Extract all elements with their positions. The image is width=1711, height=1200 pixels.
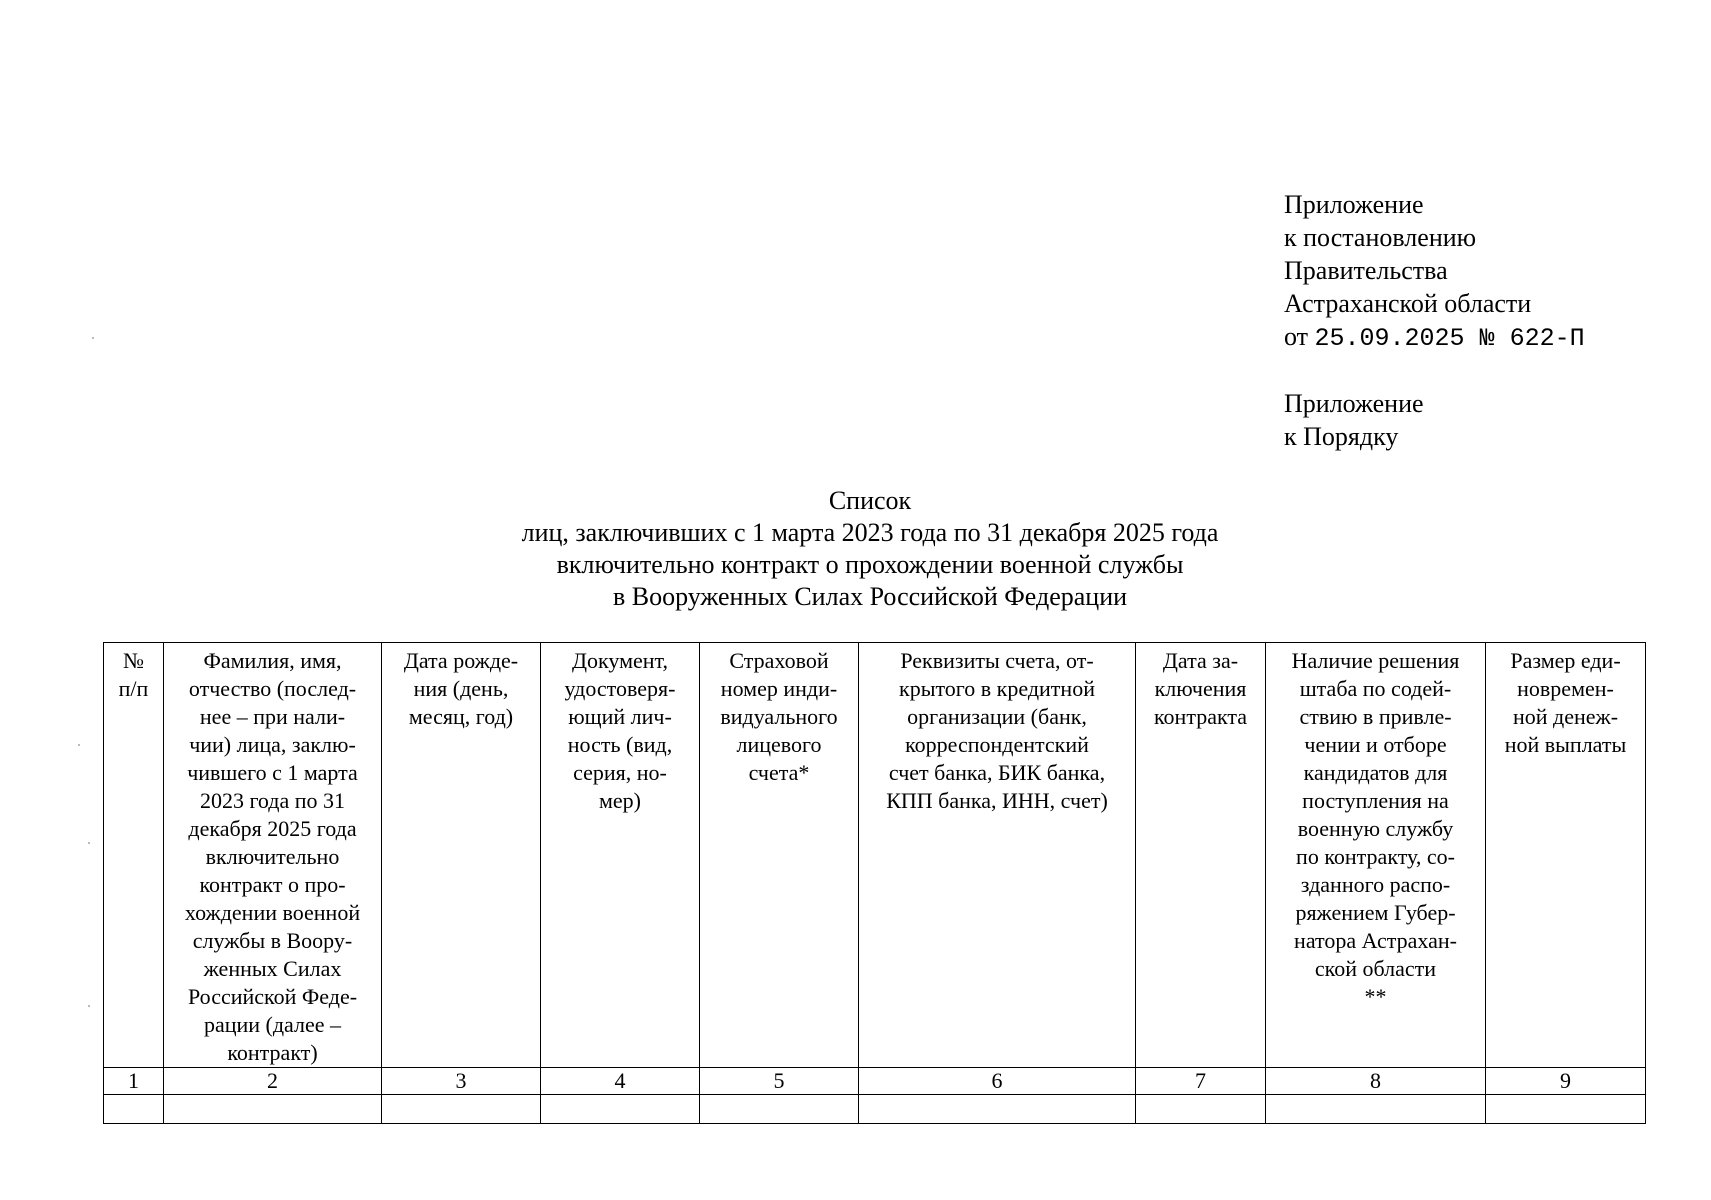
scan-speck xyxy=(88,1005,90,1007)
column-number: 2 xyxy=(164,1068,382,1095)
empty-cell xyxy=(859,1095,1136,1124)
appendix-line-2: к постановлению xyxy=(1284,223,1477,252)
title-line-2: лиц, заключивших с 1 марта 2023 года по 31 декабря 2025 года xyxy=(521,518,1219,547)
header-cell-id-document: Документ, удостоверя- ющий лич- ность (вид, серия, но- мер) xyxy=(541,643,700,1068)
empty-cell xyxy=(700,1095,859,1124)
column-number: 8 xyxy=(1266,1068,1486,1095)
scan-speck xyxy=(92,337,94,339)
empty-cell xyxy=(1486,1095,1646,1124)
column-number: 6 xyxy=(859,1068,1136,1095)
header-cell-hq-decision: Наличие решения штаба по содей- ствию в привле- чении и отборе кандидатов для поступления на военную службу по контракту, со- зданного распо- ряжением Губер- натора Астрахан- ской области ** xyxy=(1266,643,1486,1068)
empty-cell xyxy=(1136,1095,1266,1124)
scan-speck xyxy=(88,842,90,844)
appendix-line-6: Приложение xyxy=(1284,389,1424,418)
header-cell-payment-amount: Размер еди- новремен- ной денеж- ной выплаты xyxy=(1486,643,1646,1068)
appendix-from-label: от xyxy=(1284,322,1309,351)
appendix-line-1: Приложение xyxy=(1284,190,1424,219)
column-number: 7 xyxy=(1136,1068,1266,1095)
empty-cell xyxy=(164,1095,382,1124)
table-row xyxy=(104,1095,1646,1124)
header-cell-insurance-number: Страховой номер инди- видуального лицевого счета* xyxy=(700,643,859,1068)
title-line-3: включительно контракт о прохождении военной службы xyxy=(556,550,1184,579)
appendix-date-number: 25.09.2025 № 622-П xyxy=(1314,324,1585,353)
column-number: 3 xyxy=(382,1068,541,1095)
header-cell-full-name: Фамилия, имя, отчество (послед- нее – при нали- чии) лица, заклю- чившего с 1 марта 2023 года по 31 декабря 2025 года включительно контракт о про- хождении военной службы в Воору- женных Силах Российской Феде- рации (далее – контракт) xyxy=(164,643,382,1068)
appendix-line-3: Правительства xyxy=(1284,256,1448,285)
header-cell-number: № п/п xyxy=(104,643,164,1068)
title-line-4: в Вооруженных Силах Российской Федерации xyxy=(612,582,1128,611)
column-number: 5 xyxy=(700,1068,859,1095)
appendix-line-4: Астраханской области xyxy=(1284,289,1532,318)
appendix-block xyxy=(1284,188,1585,453)
appendix-date-line xyxy=(1284,320,1585,355)
header-cell-birth-date: Дата рожде- ния (день, месяц, год) xyxy=(382,643,541,1068)
column-number: 9 xyxy=(1486,1068,1646,1095)
scan-speck xyxy=(78,744,80,746)
title-line-1: Список xyxy=(828,486,912,515)
empty-cell xyxy=(1266,1095,1486,1124)
empty-cell xyxy=(104,1095,164,1124)
empty-cell xyxy=(541,1095,700,1124)
table-header-row xyxy=(104,643,1646,1068)
column-number: 1 xyxy=(104,1068,164,1095)
document-title xyxy=(360,485,1380,613)
appendix-line-7: к Порядку xyxy=(1284,422,1399,451)
empty-cell xyxy=(382,1095,541,1124)
header-cell-bank-details: Реквизиты счета, от- крытого в кредитной организации (банк, корреспондентский счет банка, БИК банка, КПП банка, ИНН, счет) xyxy=(859,643,1136,1068)
header-cell-contract-date: Дата за- ключения контракта xyxy=(1136,643,1266,1068)
list-table xyxy=(103,642,1646,1124)
column-number-row xyxy=(104,1068,1646,1095)
column-number: 4 xyxy=(541,1068,700,1095)
